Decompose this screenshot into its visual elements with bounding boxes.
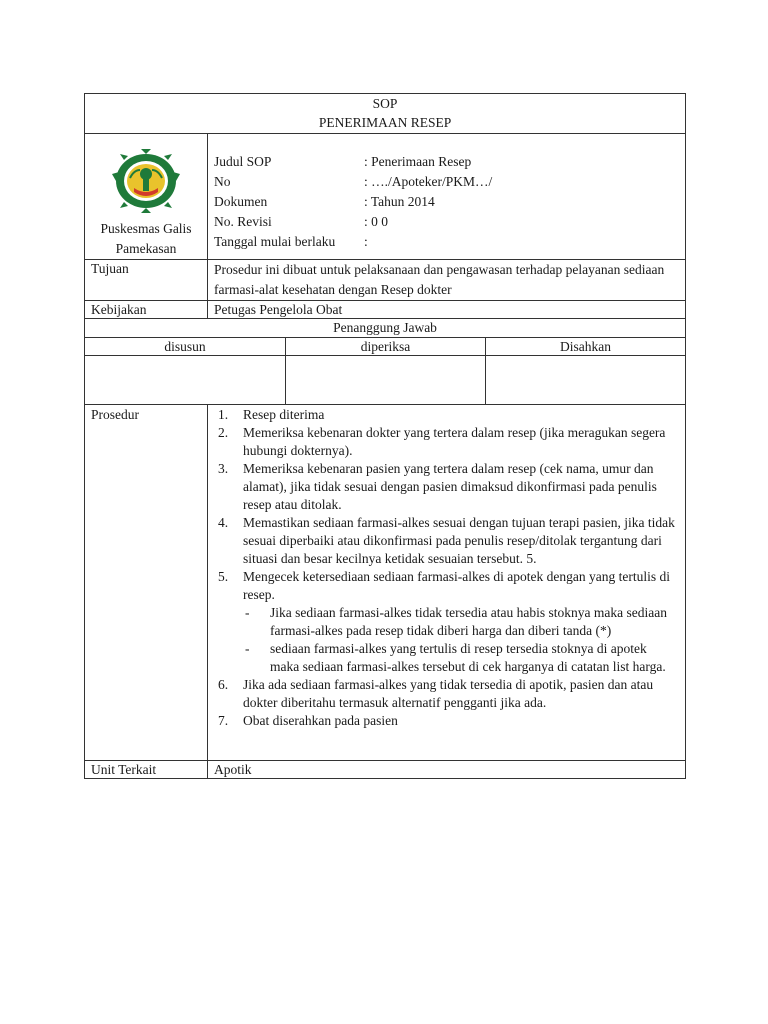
- step-text: Memeriksa kebenaran dokter yang tertera dalam resep (jika meragukan segera hubungi dokternya).: [243, 425, 666, 458]
- step-item: [214, 424, 679, 460]
- step-text: Memastikan sediaan farmasi-alkes sesuai dengan tujuan terapi pasien, jika tidak sesuai diperbaiki atau dikonfirmasi pada penulis resep/ditolak tergantung dari situasi dan besar kecilnya ketidak sesuaian tersebut. 5.: [243, 515, 675, 566]
- document-title: PENERIMAAN RESEP: [318, 115, 452, 130]
- sub-item: [243, 604, 679, 640]
- step-5-sublist: [243, 604, 679, 676]
- step-item: [214, 712, 679, 730]
- sop-table: [84, 93, 686, 779]
- step-text: Mengecek ketersediaan sediaan farmasi-alkes di apotek dengan yang tertulis di resep.: [243, 569, 670, 602]
- step-item: [214, 568, 679, 676]
- step-number: 3.: [218, 461, 229, 476]
- meta-value-document: : Tahun 2014: [364, 194, 435, 209]
- dash-mark: -: [245, 605, 250, 620]
- institution-name: Puskesmas Galis: [100, 221, 192, 236]
- institution-cell: [85, 134, 208, 260]
- meta-grid: [214, 134, 679, 252]
- meta-label-title: Judul SOP: [214, 154, 272, 169]
- step-item: [214, 676, 679, 712]
- step-number: 4.: [218, 515, 229, 530]
- unit-label: Unit Terkait: [85, 761, 208, 779]
- signature-disahkan: [486, 356, 686, 405]
- step-item: [214, 514, 679, 568]
- sub-item: [243, 640, 679, 676]
- step-item: [214, 460, 679, 514]
- col-disahkan: Disahkan: [486, 338, 686, 356]
- step-number: 2.: [218, 425, 229, 440]
- step-text: Memeriksa kebenaran pasien yang tertera dalam resep (cek nama, umur dan alamat), jika tidak sesuai dengan pasien dimaksud dikonfirmasi pada penulis resep atau ditolak.: [243, 461, 657, 512]
- seal-icon: [110, 148, 182, 214]
- signature-diperiksa: [286, 356, 486, 405]
- step-number: 1.: [218, 407, 229, 422]
- step-number: 5.: [218, 569, 229, 584]
- step-text: Obat diserahkan pada pasien: [243, 713, 398, 728]
- sub-item-text: sediaan farmasi-alkes yang tertulis di resep tersedia stoknya di apotek maka sediaan farmasi-alkes tersebut di cek harganya di catatan list harga.: [270, 641, 666, 674]
- prosedur-steps: [214, 406, 679, 730]
- step-number: 6.: [218, 677, 229, 692]
- kebijakan-text: Petugas Pengelola Obat: [208, 301, 686, 319]
- col-diperiksa: diperiksa: [286, 338, 486, 356]
- step-number: 7.: [218, 713, 229, 728]
- step-text: Jika ada sediaan farmasi-alkes yang tidak tersedia di apotik, pasien dan atau dokter diberitahu termasuk alternatif pengganti jika ada.: [243, 677, 654, 710]
- kebijakan-label: Kebijakan: [85, 301, 208, 319]
- meta-value-title: : Penerimaan Resep: [364, 154, 472, 169]
- prosedur-cell: [208, 405, 686, 761]
- penanggung-title: Penanggung Jawab: [85, 319, 686, 338]
- tujuan-text: Prosedur ini dibuat untuk pelaksanaan dan pengawasan terhadap pelayanan sediaan farmasi-alat kesehatan dengan Resep dokter: [208, 260, 686, 301]
- meta-value-start-date: :: [364, 234, 368, 249]
- signature-disusun: [85, 356, 286, 405]
- unit-text: Apotik: [208, 761, 686, 779]
- meta-label-document: Dokumen: [214, 194, 268, 209]
- dash-mark: -: [245, 641, 250, 656]
- meta-cell: [208, 134, 686, 260]
- sub-item-text: Jika sediaan farmasi-alkes tidak tersedia atau habis stoknya maka sediaan farmasi-alkes pada resep tidak diberi harga dan diberi tanda (*): [270, 605, 667, 638]
- puskesmas-logo: [87, 134, 205, 214]
- meta-value-revision: : 0 0: [364, 214, 389, 229]
- meta-value-no: : …./Apoteker/PKM…/: [364, 174, 493, 189]
- meta-label-start-date: Tanggal mulai berlaku: [214, 234, 336, 249]
- step-item: [214, 406, 679, 424]
- col-disusun: disusun: [85, 338, 286, 356]
- institution-location: Pamekasan: [115, 241, 177, 256]
- step-text: Resep diterima: [243, 407, 325, 422]
- meta-label-no: No: [214, 174, 231, 189]
- sop-heading: SOP: [372, 96, 398, 111]
- sop-document: [84, 93, 685, 779]
- tujuan-label: Tujuan: [85, 260, 208, 301]
- title-cell: [85, 94, 686, 134]
- meta-label-revision: No. Revisi: [214, 214, 272, 229]
- prosedur-label: Prosedur: [85, 405, 208, 761]
